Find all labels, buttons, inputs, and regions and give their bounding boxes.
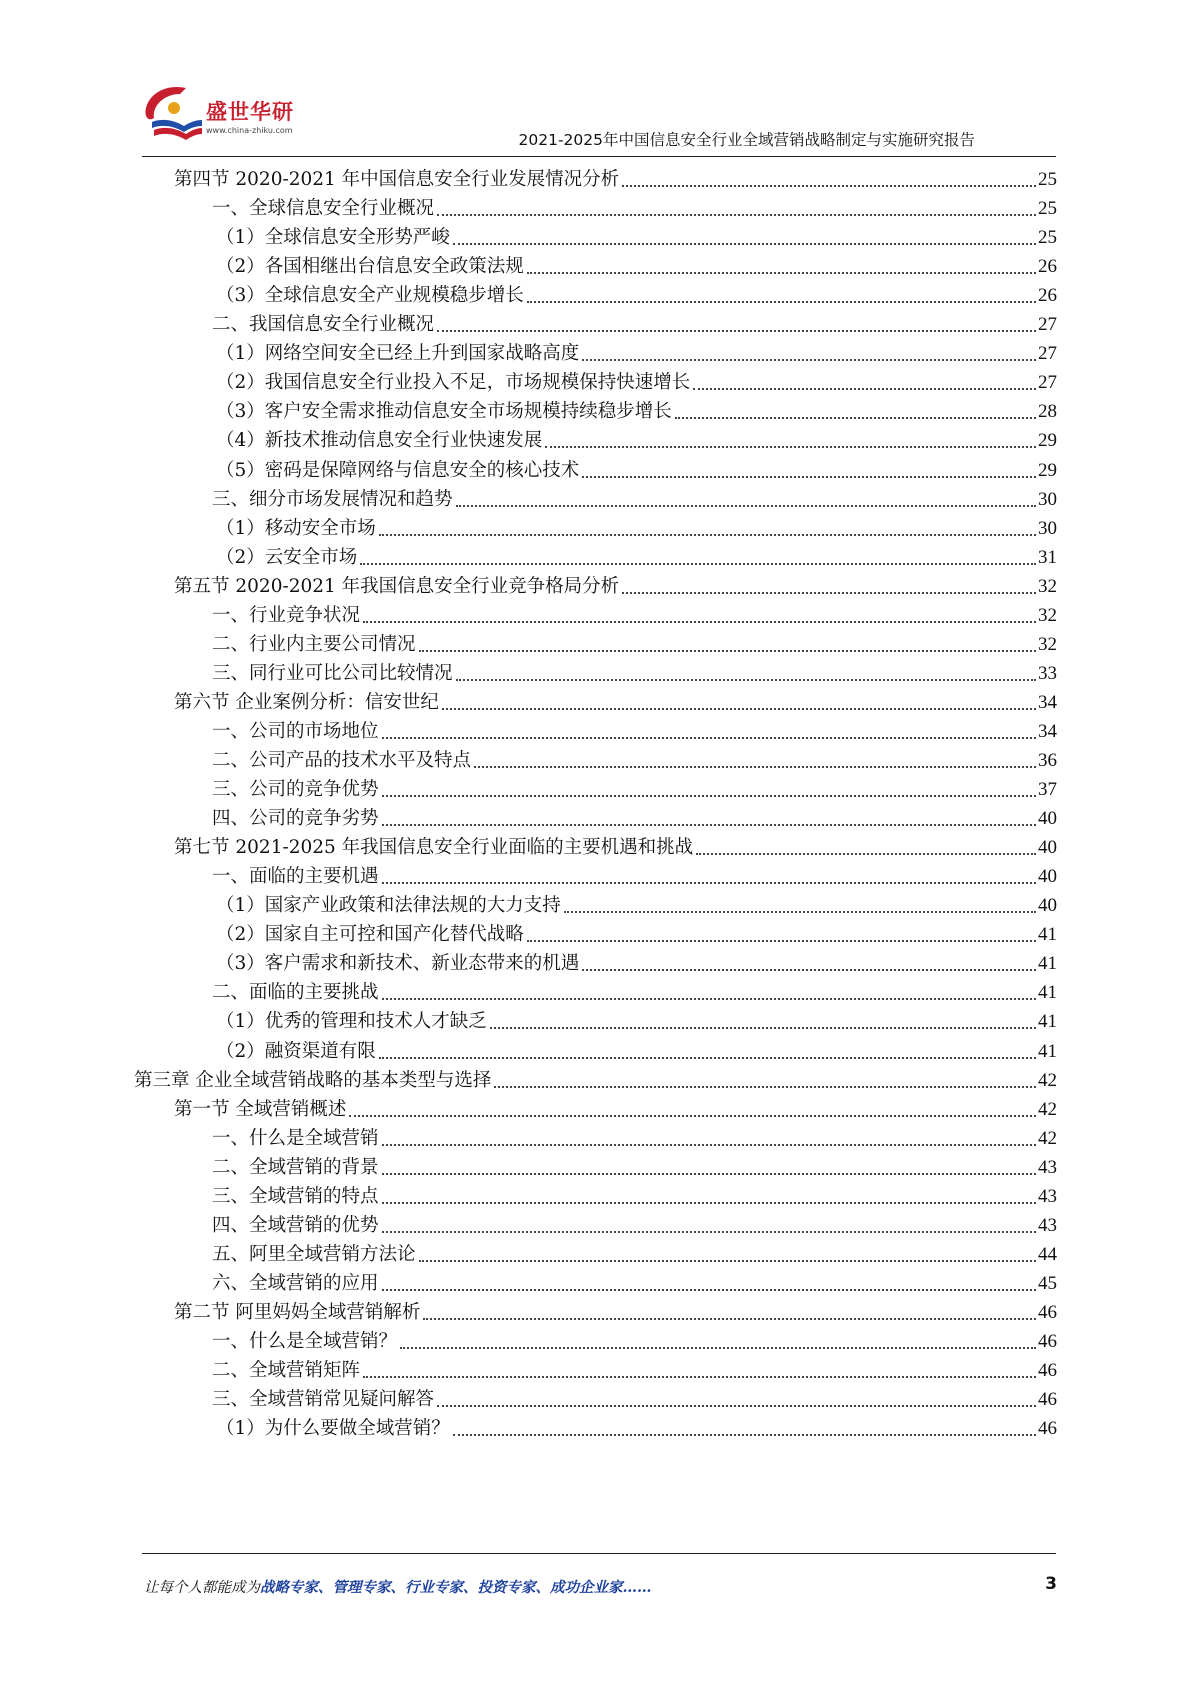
toc-leader-dots	[382, 882, 1036, 884]
toc-entry[interactable]	[216, 425, 1057, 453]
toc-entry-title: （1）网络空间安全已经上升到国家战略高度	[216, 343, 580, 365]
toc-entry[interactable]	[216, 280, 1057, 308]
toc-leader-dots	[582, 476, 1036, 478]
toc-entry[interactable]	[212, 745, 1057, 773]
toc-entry[interactable]	[216, 919, 1057, 947]
toc-leader-dots	[582, 359, 1036, 361]
toc-leader-dots	[419, 1260, 1036, 1262]
logo-url: www.china-zhiku.com	[206, 126, 293, 135]
toc-entry-title: （1）优秀的管理和技术人才缺乏	[216, 1011, 487, 1033]
toc-entry-page: 40	[1038, 895, 1057, 917]
toc-entry[interactable]	[216, 1006, 1057, 1034]
toc-entry-page: 40	[1038, 808, 1057, 830]
toc-entry-title: 一、全球信息安全行业概况	[212, 198, 435, 220]
toc-entry[interactable]	[174, 832, 1057, 860]
toc-entry-page: 30	[1038, 517, 1057, 539]
toc-entry-page: 30	[1038, 488, 1057, 510]
toc-entry-page: 46	[1038, 1301, 1057, 1323]
toc-entry[interactable]	[216, 251, 1057, 279]
toc-entry-page: 31	[1038, 546, 1057, 568]
toc-entry-title: （2）云安全市场	[216, 546, 358, 568]
toc-entry-page: 42	[1038, 1098, 1057, 1120]
toc-leader-dots	[527, 301, 1036, 303]
toc-entry[interactable]	[216, 396, 1057, 424]
toc-entry-page: 25	[1038, 227, 1057, 249]
toc-entry[interactable]	[212, 1123, 1057, 1151]
slogan-highlight: 战略专家、管理专家、行业专家、投资专家、成功企业家……	[260, 1579, 652, 1596]
toc-entry-page: 41	[1038, 924, 1057, 946]
toc-entry-title: （2）我国信息安全行业投入不足，市场规模保持快速增长	[216, 372, 691, 394]
toc-entry-page: 27	[1038, 343, 1057, 365]
toc-entry-title: 三、同行业可比公司比较情况	[212, 662, 453, 684]
toc-entry-page: 41	[1038, 982, 1057, 1004]
toc-entry-title: 一、行业竞争状况	[212, 604, 361, 626]
toc-entry-page: 29	[1038, 459, 1057, 481]
toc-entry-page: 32	[1038, 575, 1057, 597]
toc-entry-title: （3）全球信息安全产业规模稳步增长	[216, 285, 524, 307]
toc-entry-page: 43	[1038, 1185, 1057, 1207]
toc-leader-dots	[363, 621, 1036, 623]
toc-entry-page: 40	[1038, 866, 1057, 888]
toc-leader-dots	[494, 1086, 1036, 1088]
toc-leader-dots	[527, 940, 1036, 942]
toc-entry[interactable]	[216, 890, 1057, 918]
toc-entry-title: （3）客户需求和新技术、新业态带来的机遇	[216, 953, 580, 975]
toc-entry[interactable]	[174, 1094, 1057, 1122]
toc-entry-title: 第五节 2020-2021 年我国信息安全行业竞争格局分析	[174, 575, 620, 597]
toc-entry-page: 41	[1038, 1011, 1057, 1033]
toc-entry[interactable]	[216, 222, 1057, 250]
toc-entry-title: 一、面临的主要机遇	[212, 866, 379, 888]
toc-entry[interactable]	[216, 1036, 1057, 1064]
logo-name: 盛世华研	[206, 100, 294, 124]
toc-entry-page: 40	[1038, 837, 1057, 859]
toc-entry-page: 27	[1038, 372, 1057, 394]
toc-leader-dots	[382, 737, 1036, 739]
toc-leader-dots	[453, 243, 1036, 245]
toc-entry-page: 44	[1038, 1243, 1057, 1265]
footer-divider	[142, 1553, 1056, 1554]
toc-leader-dots	[696, 853, 1036, 855]
toc-entry[interactable]	[212, 716, 1057, 744]
toc-leader-dots	[453, 1434, 1036, 1436]
toc-entry-page: 32	[1038, 633, 1057, 655]
toc-entry-title: （1）国家产业政策和法律法规的大力支持	[216, 895, 561, 917]
toc-leader-dots	[437, 330, 1036, 332]
toc-entry[interactable]	[212, 1268, 1057, 1296]
footer-slogan	[144, 1576, 652, 1597]
toc-leader-dots	[693, 388, 1036, 390]
toc-leader-dots	[360, 563, 1036, 565]
toc-leader-dots	[423, 1318, 1036, 1320]
toc-leader-dots	[490, 1027, 1036, 1029]
toc-leader-dots	[400, 1347, 1036, 1349]
slogan-prefix: 让每个人都能成为	[144, 1580, 260, 1596]
toc-entry-page: 46	[1038, 1360, 1057, 1382]
toc-entry-title: 一、什么是全域营销	[212, 1127, 379, 1149]
toc-leader-dots	[382, 1231, 1036, 1233]
toc-entry[interactable]	[216, 948, 1057, 976]
toc-entry[interactable]	[174, 687, 1057, 715]
toc-entry-page: 46	[1038, 1389, 1057, 1411]
toc-leader-dots	[379, 534, 1036, 536]
toc-entry[interactable]	[174, 1297, 1057, 1325]
toc-entry-page: 43	[1038, 1214, 1057, 1236]
toc-entry-page: 41	[1038, 953, 1057, 975]
toc-entry-title: 二、全域营销的背景	[212, 1156, 379, 1178]
toc-entry[interactable]	[212, 309, 1057, 337]
toc-entry-title: （2）融资渠道有限	[216, 1040, 376, 1062]
toc-entry-page: 27	[1038, 314, 1057, 336]
toc-entry-page: 46	[1038, 1418, 1057, 1440]
toc-entry[interactable]	[212, 1384, 1057, 1412]
toc-entry-title: （2）国家自主可控和国产化替代战略	[216, 924, 524, 946]
toc-entry[interactable]	[212, 1239, 1057, 1267]
toc-leader-dots	[564, 911, 1036, 913]
toc-entry[interactable]	[174, 571, 1057, 599]
toc-entry[interactable]	[134, 1065, 1057, 1093]
toc-entry-page: 25	[1038, 169, 1057, 190]
toc-entry-title: 二、全域营销矩阵	[212, 1360, 361, 1382]
toc-leader-dots	[437, 214, 1036, 216]
toc-entry-title: 第六节 企业案例分析：信安世纪	[174, 691, 439, 713]
toc-leader-dots	[622, 592, 1036, 594]
toc-entry-page: 36	[1038, 750, 1057, 771]
toc-entry-title: （1）全球信息安全形势严峻	[216, 227, 450, 249]
toc-entry-title: 二、我国信息安全行业概况	[212, 314, 435, 336]
toc-entry-title: 三、细分市场发展情况和趋势	[212, 488, 453, 510]
toc-entry-title: 二、公司产品的技术水平及特点	[212, 750, 472, 771]
toc-leader-dots	[456, 505, 1036, 507]
toc-entry-page: 37	[1038, 779, 1057, 801]
toc-entry[interactable]	[212, 977, 1057, 1005]
toc-entry-title: 四、全域营销的优势	[212, 1214, 379, 1236]
toc-leader-dots	[456, 679, 1036, 681]
toc-entry-page: 42	[1038, 1127, 1057, 1149]
toc-leader-dots	[545, 446, 1036, 448]
toc-entry[interactable]	[212, 1210, 1057, 1238]
toc-entry-page: 25	[1038, 198, 1057, 220]
toc-entry-title: 第一节 全域营销概述	[174, 1098, 347, 1120]
toc-entry-page: 26	[1038, 285, 1057, 307]
toc-entry-title: （1）移动安全市场	[216, 517, 376, 539]
toc-entry[interactable]	[212, 193, 1057, 221]
toc-leader-dots	[442, 708, 1036, 710]
logo-emblem-icon	[140, 82, 204, 144]
toc-entry-title: （2）各国相继出台信息安全政策法规	[216, 256, 524, 278]
toc-leader-dots	[582, 969, 1036, 971]
toc-entry[interactable]	[216, 513, 1057, 541]
toc-entry[interactable]	[212, 658, 1057, 686]
toc-entry[interactable]	[212, 1355, 1057, 1383]
toc-entry-page: 45	[1038, 1272, 1057, 1294]
toc-entry-page: 41	[1038, 1040, 1057, 1062]
toc-entry-page: 46	[1038, 1331, 1057, 1352]
toc-entry-title: （1）为什么要做全域营销？	[216, 1418, 450, 1440]
toc-entry-title: （4）新技术推动信息安全行业快速发展	[216, 430, 543, 452]
toc-entry-title: 一、什么是全域营销？	[212, 1331, 398, 1352]
toc-entry[interactable]	[212, 774, 1057, 802]
toc-leader-dots	[622, 185, 1036, 187]
toc-entry-title: 五、阿里全域营销方法论	[212, 1243, 416, 1265]
toc-entry[interactable]	[216, 338, 1057, 366]
toc-leader-dots	[382, 998, 1036, 1000]
toc-leader-dots	[382, 795, 1036, 797]
toc-entry-page: 34	[1038, 720, 1057, 742]
toc-leader-dots	[419, 650, 1036, 652]
toc-entry-title: 三、全域营销的特点	[212, 1185, 379, 1207]
toc-leader-dots	[382, 824, 1036, 826]
toc-entry[interactable]	[216, 455, 1057, 483]
toc-entry[interactable]	[212, 1181, 1057, 1209]
toc-entry-page: 42	[1038, 1069, 1057, 1091]
toc-leader-dots	[382, 1173, 1036, 1175]
toc-leader-dots	[382, 1144, 1036, 1146]
toc-entry-page: 26	[1038, 256, 1057, 278]
toc-leader-dots	[379, 1057, 1036, 1059]
toc-entry-page: 32	[1038, 604, 1057, 626]
toc-entry[interactable]	[212, 629, 1057, 657]
toc-entry-title: 三、公司的竞争优势	[212, 779, 379, 801]
toc-entry[interactable]	[216, 542, 1057, 570]
toc-entry-title: 第二节 阿里妈妈全域营销解析	[174, 1301, 421, 1323]
report-title: 2021-2025年中国信息安全行业全域营销战略制定与实施研究报告	[518, 131, 975, 149]
toc-entry-title: 二、行业内主要公司情况	[212, 633, 416, 655]
toc-entry-page: 33	[1038, 662, 1057, 684]
toc-entry[interactable]	[212, 1152, 1057, 1180]
toc-entry-title: 二、面临的主要挑战	[212, 982, 379, 1004]
toc-entry-title: 四、公司的竞争劣势	[212, 808, 379, 830]
toc-entry[interactable]	[212, 600, 1057, 628]
toc-entry[interactable]	[212, 484, 1057, 512]
toc-leader-dots	[527, 272, 1036, 274]
toc-entry[interactable]	[212, 1326, 1057, 1354]
toc-entry[interactable]	[216, 1413, 1057, 1441]
toc-entry-title: 六、全域营销的应用	[212, 1272, 379, 1294]
toc-entry-page: 28	[1038, 401, 1057, 423]
toc-entry-title: （5）密码是保障网络与信息安全的核心技术	[216, 459, 580, 481]
toc-leader-dots	[382, 1289, 1036, 1291]
toc-leader-dots	[474, 766, 1036, 768]
page-number: 3	[1045, 1574, 1057, 1594]
toc-entry-page: 34	[1038, 691, 1057, 713]
toc-leader-dots	[675, 417, 1036, 419]
toc-entry-title: 第三章 企业全域营销战略的基本类型与选择	[134, 1069, 492, 1091]
header-divider	[142, 156, 1056, 157]
toc-entry[interactable]	[212, 861, 1057, 889]
toc-entry[interactable]	[174, 164, 1057, 192]
company-logo	[140, 82, 310, 152]
toc-entry-title: 一、公司的市场地位	[212, 720, 379, 742]
toc-entry-page: 29	[1038, 430, 1057, 452]
toc-entry-title: 第四节 2020-2021 年中国信息安全行业发展情况分析	[174, 169, 620, 190]
toc-entry-title: 第七节 2021-2025 年我国信息安全行业面临的主要机遇和挑战	[174, 837, 694, 859]
page-header	[0, 0, 1191, 158]
toc-entry-title: 三、全域营销常见疑问解答	[212, 1389, 435, 1411]
toc-leader-dots	[363, 1376, 1036, 1378]
toc-leader-dots	[382, 1202, 1036, 1204]
toc-entry[interactable]	[216, 367, 1057, 395]
toc-leader-dots	[437, 1405, 1036, 1407]
toc-entry-title: （3）客户安全需求推动信息安全市场规模持续稳步增长	[216, 401, 672, 423]
toc-entry[interactable]	[212, 803, 1057, 831]
toc-entry-page: 43	[1038, 1156, 1057, 1178]
toc-leader-dots	[349, 1115, 1036, 1117]
